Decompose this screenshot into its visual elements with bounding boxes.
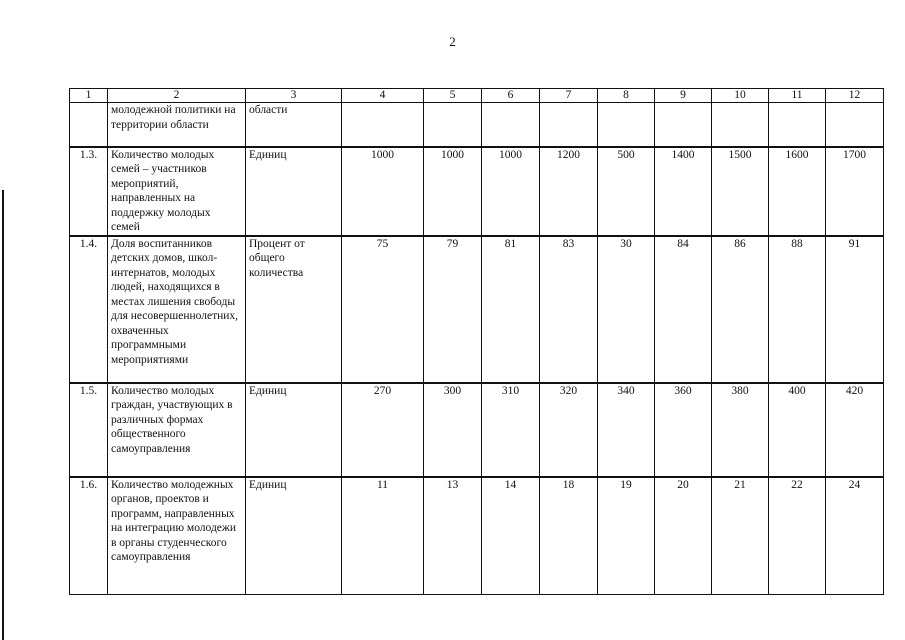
indicator-name: Количество молодежных органов, проектов и программ, направленных на интеграцию молодежи в органы студенческого самоуправления — [108, 477, 246, 595]
value-cell: 86 — [712, 236, 769, 383]
row-number: 1.6. — [70, 477, 108, 595]
value-cell: 1700 — [826, 147, 884, 236]
row-number: 1.3. — [70, 147, 108, 236]
table-header-row — [70, 89, 884, 103]
value-cell: 1000 — [424, 147, 482, 236]
value-cell: 310 — [482, 383, 540, 477]
value-cell — [712, 103, 769, 147]
indicator-name: Количество молодых граждан, участвующих в различных формах общественного самоуправления — [108, 383, 246, 477]
table-row — [70, 236, 884, 383]
value-cell: 320 — [540, 383, 598, 477]
value-cell: 1600 — [769, 147, 826, 236]
column-header-1: 1 — [70, 89, 108, 103]
value-cell: 380 — [712, 383, 769, 477]
value-cell: 19 — [598, 477, 655, 595]
value-cell: 22 — [769, 477, 826, 595]
value-cell: 91 — [826, 236, 884, 383]
value-cell: 18 — [540, 477, 598, 595]
unit-cell: Процент от общего количества — [246, 236, 342, 383]
value-cell: 1000 — [482, 147, 540, 236]
value-cell: 11 — [342, 477, 424, 595]
table-row — [70, 383, 884, 477]
table-body — [70, 89, 884, 595]
column-header-7: 7 — [540, 89, 598, 103]
column-header-6: 6 — [482, 89, 540, 103]
value-cell — [826, 103, 884, 147]
margin-rule — [2, 190, 4, 640]
value-cell — [342, 103, 424, 147]
table-row — [70, 147, 884, 236]
unit-cell: Единиц — [246, 383, 342, 477]
row-number: 1.5. — [70, 383, 108, 477]
column-header-2: 2 — [108, 89, 246, 103]
column-header-11: 11 — [769, 89, 826, 103]
value-cell: 1000 — [342, 147, 424, 236]
unit-cell: области — [246, 103, 342, 147]
value-cell: 20 — [655, 477, 712, 595]
column-header-4: 4 — [342, 89, 424, 103]
column-header-8: 8 — [598, 89, 655, 103]
value-cell: 30 — [598, 236, 655, 383]
value-cell: 1500 — [712, 147, 769, 236]
page-number: 2 — [449, 34, 456, 49]
value-cell — [482, 103, 540, 147]
unit-cell: Единиц — [246, 477, 342, 595]
value-cell: 79 — [424, 236, 482, 383]
column-header-3: 3 — [246, 89, 342, 103]
value-cell: 1400 — [655, 147, 712, 236]
unit-cell: Единиц — [246, 147, 342, 236]
value-cell: 300 — [424, 383, 482, 477]
value-cell: 270 — [342, 383, 424, 477]
value-cell — [540, 103, 598, 147]
value-cell: 24 — [826, 477, 884, 595]
value-cell: 75 — [342, 236, 424, 383]
indicator-name: молодежной политики на территории области — [108, 103, 246, 147]
row-number — [70, 103, 108, 147]
value-cell: 14 — [482, 477, 540, 595]
value-cell: 400 — [769, 383, 826, 477]
column-header-9: 9 — [655, 89, 712, 103]
value-cell: 83 — [540, 236, 598, 383]
value-cell — [769, 103, 826, 147]
indicator-name: Доля воспитанников детских домов, школ-интернатов, молодых людей, находящихся в местах лишения свободы для несовершеннолетних, охваченных программными мероприятиями — [108, 236, 246, 383]
column-header-5: 5 — [424, 89, 482, 103]
table-row — [70, 103, 884, 147]
value-cell: 340 — [598, 383, 655, 477]
column-header-10: 10 — [712, 89, 769, 103]
value-cell: 1200 — [540, 147, 598, 236]
row-number: 1.4. — [70, 236, 108, 383]
value-cell — [655, 103, 712, 147]
table-row — [70, 477, 884, 595]
indicators-table — [69, 88, 884, 595]
value-cell: 360 — [655, 383, 712, 477]
indicator-name: Количество молодых семей – участников мероприятий, направленных на поддержку молодых семей — [108, 147, 246, 236]
value-cell — [424, 103, 482, 147]
value-cell: 13 — [424, 477, 482, 595]
value-cell — [598, 103, 655, 147]
column-header-12: 12 — [826, 89, 884, 103]
value-cell: 420 — [826, 383, 884, 477]
value-cell: 21 — [712, 477, 769, 595]
value-cell: 500 — [598, 147, 655, 236]
value-cell: 88 — [769, 236, 826, 383]
value-cell: 81 — [482, 236, 540, 383]
value-cell: 84 — [655, 236, 712, 383]
